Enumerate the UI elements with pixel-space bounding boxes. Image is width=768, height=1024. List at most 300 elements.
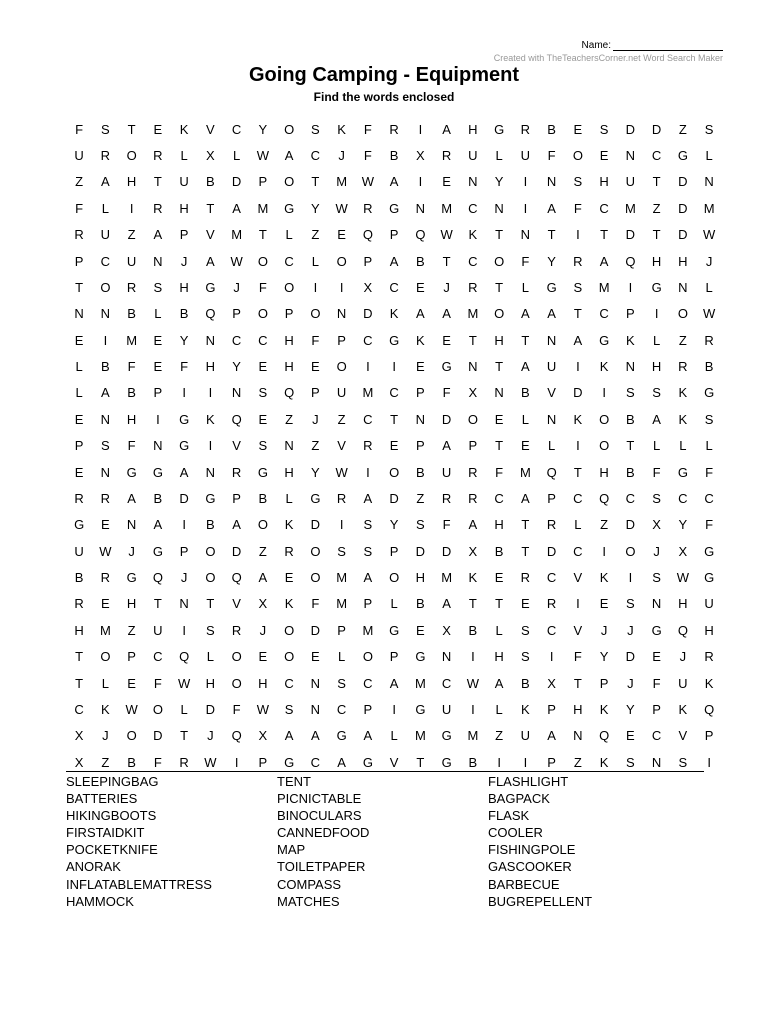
grid-letter: S xyxy=(337,543,346,559)
grid-letter: J xyxy=(207,728,214,744)
grid-letter: P xyxy=(547,754,556,770)
grid-letter: A xyxy=(652,411,661,427)
grid-letter: W xyxy=(125,701,138,717)
grid-letter: K xyxy=(284,596,294,612)
grid-letter: K xyxy=(179,121,189,137)
grid-letter: X xyxy=(442,622,451,638)
word-column xyxy=(488,773,699,910)
grid-letter: L xyxy=(154,306,162,322)
grid-letter: T xyxy=(495,279,504,295)
grid-letter: T xyxy=(468,332,477,348)
grid-letter: E xyxy=(337,227,346,243)
grid-letter: A xyxy=(389,253,399,269)
grid-letter: G xyxy=(362,754,373,770)
grid-letter: G xyxy=(651,622,662,638)
grid-letter: B xyxy=(416,596,425,612)
grid-letter: B xyxy=(416,464,425,480)
grid-letter: Y xyxy=(311,200,320,216)
grid-letter: L xyxy=(495,701,503,717)
grid-letter: H xyxy=(704,622,714,638)
grid-row xyxy=(66,327,722,353)
grid-letter: M xyxy=(362,622,374,638)
grid-letter: X xyxy=(652,517,661,533)
grid-letter: S xyxy=(206,622,215,638)
grid-letter: T xyxy=(495,227,504,243)
grid-letter: I xyxy=(366,359,370,375)
grid-letter: R xyxy=(704,649,714,665)
grid-letter: G xyxy=(677,464,688,480)
divider xyxy=(66,771,704,772)
grid-letter: H xyxy=(258,675,268,691)
grid-letter: U xyxy=(74,148,84,164)
grid-letter: H xyxy=(599,464,609,480)
grid-letter: S xyxy=(284,701,294,717)
grid-letter: P xyxy=(599,675,609,691)
grid-letter: N xyxy=(651,596,662,612)
grid-row xyxy=(66,591,722,617)
grid-letter: I xyxy=(129,200,134,216)
grid-letter: A xyxy=(258,570,268,586)
grid-letter: W xyxy=(256,701,270,717)
grid-letter: I xyxy=(523,754,528,770)
grid-letter: W xyxy=(466,675,480,691)
grid-letter: L xyxy=(574,517,582,533)
grid-letter: A xyxy=(363,490,373,506)
grid-letter: A xyxy=(389,675,399,691)
grid-letter: A xyxy=(363,728,373,744)
grid-row xyxy=(66,353,722,379)
grid-letter: M xyxy=(257,200,269,216)
grid-letter: L xyxy=(285,227,293,243)
grid-letter: M xyxy=(362,385,374,401)
grid-letter: G xyxy=(494,121,505,137)
grid-letter: X xyxy=(547,675,556,691)
word-item: BATTERIES xyxy=(66,791,138,807)
grid-letter: D xyxy=(205,701,216,717)
grid-letter: I xyxy=(576,227,580,243)
word-item: FLASK xyxy=(488,808,530,824)
grid-letter: L xyxy=(233,148,241,164)
grid-letter: A xyxy=(206,253,215,269)
grid-letter: Y xyxy=(494,174,504,190)
grid-letter: T xyxy=(652,174,661,190)
grid-letter: S xyxy=(573,174,583,190)
grid-letter: I xyxy=(339,517,344,533)
grid-letter: V xyxy=(232,596,241,612)
grid-letter: F xyxy=(573,200,582,216)
word-column xyxy=(277,773,488,910)
grid-letter: Q xyxy=(231,570,242,586)
grid-letter: G xyxy=(651,279,662,295)
grid-letter: I xyxy=(602,385,606,401)
grid-letter: R xyxy=(520,121,531,137)
grid-letter: O xyxy=(257,253,268,269)
grid-letter: Q xyxy=(231,728,242,744)
grid-letter: O xyxy=(310,543,321,559)
grid-letter: C xyxy=(363,332,373,348)
grid-letter: H xyxy=(651,253,662,269)
grid-letter: K xyxy=(704,675,714,691)
grid-letter: H xyxy=(678,596,688,612)
grid-letter: L xyxy=(548,438,556,454)
grid-letter: K xyxy=(626,332,635,348)
credit-text: Created with TheTeachersCorner.net Word Search Maker xyxy=(493,53,723,63)
grid-letter: P xyxy=(258,754,268,770)
grid-letter: T xyxy=(573,675,582,691)
grid-letter: O xyxy=(625,543,636,559)
grid-letter: R xyxy=(704,332,714,348)
grid-letter: O xyxy=(205,570,216,586)
grid-letter: T xyxy=(153,174,162,190)
grid-letter: B xyxy=(468,754,478,770)
word-item: BAGPACK xyxy=(488,791,550,807)
grid-letter: Y xyxy=(258,121,268,137)
word-item: SLEEPINGBAG xyxy=(66,774,159,789)
grid-row xyxy=(66,380,722,406)
grid-letter: U xyxy=(520,728,531,744)
grid-letter: L xyxy=(101,200,109,216)
grid-letter: H xyxy=(494,332,504,348)
grid-letter: C xyxy=(284,253,294,269)
grid-letter: P xyxy=(179,227,189,243)
grid-letter: C xyxy=(599,200,609,216)
grid-letter: P xyxy=(363,253,373,269)
grid-letter: I xyxy=(576,359,580,375)
grid-row xyxy=(66,248,722,274)
grid-letter: I xyxy=(418,121,423,137)
grid-letter: T xyxy=(75,675,84,691)
grid-row xyxy=(66,696,722,722)
grid-letter: I xyxy=(628,570,633,586)
grid-letter: P xyxy=(74,438,84,454)
grid-letter: U xyxy=(179,174,189,190)
grid-letter: G xyxy=(389,622,400,638)
grid-letter: I xyxy=(523,174,528,190)
grid-letter: K xyxy=(599,570,609,586)
grid-row xyxy=(66,459,722,485)
grid-letter: T xyxy=(442,253,451,269)
grid-letter: N xyxy=(179,596,189,612)
grid-letter: F xyxy=(311,596,320,612)
grid-letter: T xyxy=(206,200,215,216)
grid-letter: I xyxy=(602,543,606,559)
grid-letter: E xyxy=(416,622,425,638)
grid-letter: Z xyxy=(127,227,136,243)
grid-letter: D xyxy=(678,227,688,243)
grid-letter: L xyxy=(495,622,503,638)
grid-letter: O xyxy=(100,279,111,295)
grid-letter: M xyxy=(336,174,348,190)
grid-letter: X xyxy=(258,596,268,612)
grid-letter: S xyxy=(258,385,268,401)
grid-letter: I xyxy=(234,754,239,770)
grid-letter: N xyxy=(153,253,163,269)
grid-letter: O xyxy=(284,649,295,665)
grid-letter: C xyxy=(284,675,294,691)
grid-letter: P xyxy=(363,596,373,612)
grid-letter: A xyxy=(127,490,136,506)
grid-letter: R xyxy=(74,490,84,506)
grid-letter: P xyxy=(232,306,241,322)
grid-letter: P xyxy=(127,649,136,665)
grid-letter: D xyxy=(625,649,636,665)
grid-row xyxy=(66,564,722,590)
grid-letter: N xyxy=(494,385,504,401)
grid-letter: T xyxy=(652,227,661,243)
grid-letter: Z xyxy=(101,754,110,770)
grid-letter: K xyxy=(521,701,530,717)
grid-letter: E xyxy=(521,438,530,454)
grid-letter: I xyxy=(392,359,396,375)
grid-letter: G xyxy=(336,728,347,744)
grid-letter: P xyxy=(626,306,635,322)
grid-letter: G xyxy=(389,200,400,216)
grid-letter: N xyxy=(546,411,557,427)
grid-letter: D xyxy=(310,517,321,533)
grid-letter: K xyxy=(416,332,425,348)
word-item: COMPASS xyxy=(277,876,342,892)
grid-letter: D xyxy=(179,490,189,506)
grid-letter: E xyxy=(389,438,399,454)
grid-letter: E xyxy=(494,411,504,427)
grid-letter: R xyxy=(126,279,137,295)
grid-letter: A xyxy=(442,121,451,137)
grid-letter: C xyxy=(258,332,268,348)
grid-letter: C xyxy=(231,121,242,137)
grid-letter: P xyxy=(416,385,425,401)
grid-letter: F xyxy=(652,464,661,480)
grid-row xyxy=(66,169,722,195)
grid-letter: J xyxy=(705,253,713,269)
grid-letter: V xyxy=(389,754,399,770)
grid-letter: T xyxy=(416,754,425,770)
grid-letter: V xyxy=(337,438,346,454)
grid-letter: Z xyxy=(311,227,320,243)
grid-letter: C xyxy=(363,675,373,691)
grid-letter: C xyxy=(599,306,609,322)
grid-letter: T xyxy=(153,596,162,612)
grid-letter: B xyxy=(521,385,530,401)
grid-letter: F xyxy=(442,385,451,401)
grid-letter: U xyxy=(153,622,163,638)
grid-letter: C xyxy=(153,649,163,665)
grid-letter: E xyxy=(442,332,451,348)
grid-letter: C xyxy=(74,701,84,717)
grid-letter: H xyxy=(651,359,662,375)
grid-letter: I xyxy=(576,438,580,454)
grid-letter: I xyxy=(523,200,528,216)
grid-letter: I xyxy=(418,174,423,190)
grid-letter: X xyxy=(206,148,215,164)
grid-letter: C xyxy=(363,411,373,427)
grid-letter: E xyxy=(599,148,609,164)
grid-letter: X xyxy=(74,754,84,770)
grid-letter: L xyxy=(101,675,109,691)
grid-letter: M xyxy=(624,200,636,216)
grid-letter: B xyxy=(704,359,714,375)
word-item: FLASHLIGHT xyxy=(488,774,569,789)
grid-letter: E xyxy=(626,728,635,744)
grid-letter: L xyxy=(390,728,398,744)
name-label: Name: xyxy=(581,40,611,51)
grid-letter: P xyxy=(232,490,241,506)
grid-letter: E xyxy=(311,649,320,665)
grid-letter: Y xyxy=(311,464,320,480)
word-list xyxy=(66,773,699,910)
grid-letter: S xyxy=(599,121,609,137)
word-item: BUGREPELLENT xyxy=(488,893,593,909)
grid-letter: Y xyxy=(678,517,688,533)
grid-letter: T xyxy=(521,543,530,559)
grid-letter: K xyxy=(468,570,478,586)
grid-letter: Z xyxy=(416,490,425,506)
grid-letter: B xyxy=(179,306,189,322)
letter-grid xyxy=(66,116,722,775)
grid-letter: F xyxy=(521,253,530,269)
grid-letter: T xyxy=(573,306,582,322)
grid-letter: V xyxy=(678,728,688,744)
grid-letter: J xyxy=(600,622,608,638)
grid-letter: R xyxy=(520,570,531,586)
grid-letter: O xyxy=(284,174,295,190)
grid-letter: T xyxy=(495,596,504,612)
word-item: FISHINGPOLE xyxy=(488,842,576,858)
grid-letter: F xyxy=(573,649,582,665)
grid-letter: P xyxy=(74,253,84,269)
grid-letter: K xyxy=(678,385,688,401)
grid-letter: C xyxy=(494,490,504,506)
grid-letter: T xyxy=(573,464,582,480)
grid-letter: R xyxy=(678,359,688,375)
grid-letter: I xyxy=(707,754,711,770)
grid-letter: R xyxy=(284,543,294,559)
grid-letter: A xyxy=(547,306,556,322)
grid-letter: E xyxy=(153,332,163,348)
grid-letter: C xyxy=(231,332,242,348)
grid-letter: C xyxy=(468,200,478,216)
grid-letter: A xyxy=(494,675,504,691)
grid-letter: H xyxy=(284,332,294,348)
word-item: ANORAK xyxy=(66,859,121,875)
word-item: MAP xyxy=(277,842,306,858)
grid-letter: O xyxy=(336,253,347,269)
grid-letter: C xyxy=(389,279,399,295)
grid-letter: L xyxy=(75,385,83,401)
grid-letter: N xyxy=(441,649,452,665)
grid-letter: Q xyxy=(704,701,715,717)
grid-letter: R xyxy=(74,227,84,243)
grid-letter: H xyxy=(468,121,478,137)
grid-letter: K xyxy=(284,517,294,533)
grid-letter: C xyxy=(651,148,662,164)
grid-letter: P xyxy=(311,385,320,401)
grid-letter: E xyxy=(101,517,110,533)
grid-letter: S xyxy=(652,490,661,506)
word-column xyxy=(66,773,277,910)
grid-letter: P xyxy=(547,701,556,717)
grid-letter: N xyxy=(100,411,111,427)
grid-letter: C xyxy=(468,253,478,269)
page-subtitle: Find the words enclosed xyxy=(313,90,455,104)
grid-letter: L xyxy=(495,148,503,164)
grid-letter: H xyxy=(126,596,137,612)
grid-letter: L xyxy=(705,438,713,454)
grid-letter: P xyxy=(179,543,189,559)
grid-letter: S xyxy=(652,570,661,586)
grid-letter: A xyxy=(468,517,478,533)
grid-letter: J xyxy=(338,148,345,164)
grid-letter: U xyxy=(520,148,531,164)
grid-letter: N xyxy=(284,438,294,454)
grid-letter: S xyxy=(101,121,110,137)
grid-letter: U xyxy=(546,359,557,375)
grid-letter: T xyxy=(311,174,320,190)
grid-letter: I xyxy=(576,596,580,612)
grid-letter: Q xyxy=(546,464,557,480)
grid-letter: O xyxy=(677,306,688,322)
grid-letter: S xyxy=(626,754,635,770)
grid-letter: W xyxy=(204,754,217,770)
grid-letter: U xyxy=(336,385,347,401)
grid-letter: C xyxy=(704,490,714,506)
grid-letter: I xyxy=(654,306,659,322)
grid-letter: H xyxy=(74,622,84,638)
grid-letter: F xyxy=(75,121,84,137)
grid-letter: K xyxy=(389,306,399,322)
grid-letter: G xyxy=(441,728,452,744)
grid-letter: M xyxy=(519,464,531,480)
grid-row xyxy=(66,433,722,459)
grid-letter: S xyxy=(153,279,163,295)
grid-letter: D xyxy=(153,728,163,744)
grid-letter: Z xyxy=(678,332,687,348)
grid-letter: N xyxy=(415,411,426,427)
word-item: TENT xyxy=(277,774,311,789)
grid-letter: X xyxy=(363,279,373,295)
grid-letter: A xyxy=(547,728,556,744)
grid-letter: D xyxy=(310,622,321,638)
grid-letter: T xyxy=(495,359,504,375)
grid-letter: Q xyxy=(284,385,295,401)
grid-letter: D xyxy=(678,200,688,216)
grid-letter: W xyxy=(335,464,348,480)
grid-letter: G xyxy=(415,701,426,717)
grid-letter: U xyxy=(441,701,452,717)
grid-letter: B xyxy=(101,359,110,375)
grid-letter: D xyxy=(441,543,452,559)
grid-letter: V xyxy=(206,121,215,137)
grid-letter: Y xyxy=(626,701,635,717)
grid-letter: W xyxy=(230,253,243,269)
page-title: Going Camping - Equipment xyxy=(249,64,519,86)
grid-letter: B xyxy=(521,675,530,691)
grid-letter: G xyxy=(284,754,295,770)
grid-letter: O xyxy=(126,728,137,744)
grid-letter: B xyxy=(626,411,635,427)
grid-letter: B xyxy=(494,543,504,559)
grid-letter: E xyxy=(494,570,504,586)
grid-letter: A xyxy=(311,728,320,744)
grid-letter: B xyxy=(626,464,635,480)
grid-letter: T xyxy=(521,332,530,348)
grid-letter: G xyxy=(205,490,216,506)
grid-letter: L xyxy=(390,596,398,612)
grid-letter: C xyxy=(546,622,557,638)
grid-letter: A xyxy=(547,200,556,216)
grid-letter: R xyxy=(231,464,242,480)
grid-letter: M xyxy=(336,596,348,612)
grid-letter: M xyxy=(414,728,426,744)
